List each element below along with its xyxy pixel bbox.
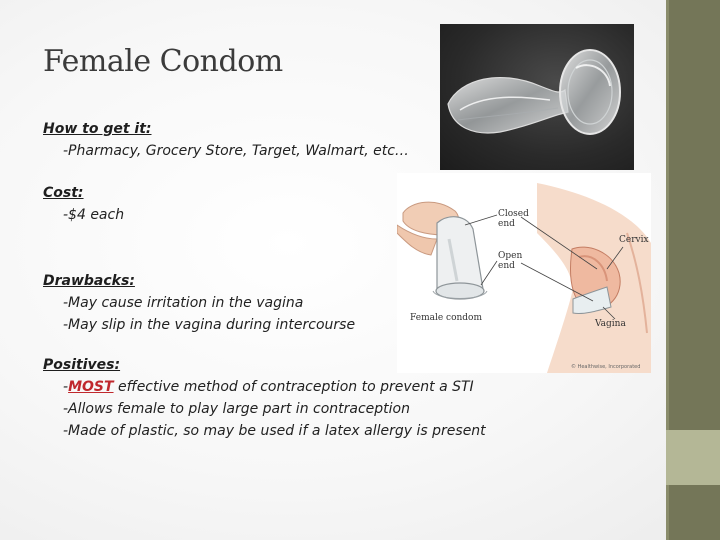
section-line: -May slip in the vagina during intercourse — [63, 317, 356, 333]
label-end: end — [498, 219, 515, 229]
slide-title: Female Condom — [43, 44, 283, 79]
section-heading: How to get it: — [43, 121, 152, 137]
condom-photo — [440, 24, 634, 170]
label-open-end — [498, 251, 522, 271]
section-heading: Positives: — [43, 357, 121, 373]
section-heading: Cost: — [43, 185, 84, 201]
emphasis-most: MOST — [68, 379, 114, 395]
anatomy-illustration — [397, 173, 651, 373]
label-closed: Closed — [498, 209, 529, 219]
section-drawbacks — [43, 270, 355, 336]
section-line: -$4 each — [63, 207, 125, 223]
label-female-condom: Female condom — [410, 313, 483, 323]
line-prefix: - — [63, 379, 69, 395]
label-cervix: Cervix — [619, 235, 649, 245]
image-credit: © Healthwise, Incorporated — [571, 364, 641, 370]
label-end: end — [498, 261, 515, 271]
section-heading: Drawbacks: — [43, 273, 135, 289]
sidebar-accent-band — [666, 430, 720, 485]
section-line: -May cause irritation in the vagina — [63, 295, 304, 311]
label-open: Open — [498, 251, 523, 261]
label-closed-end — [498, 209, 529, 229]
section-line-most — [43, 376, 486, 398]
section-how-to-get — [43, 118, 409, 162]
section-line: -Allows female to play large part in contraception — [63, 401, 410, 417]
section-line: -Pharmacy, Grocery Store, Target, Walmart, etc… — [63, 143, 409, 159]
label-vagina: Vagina — [595, 319, 626, 329]
condom-photo-illustration — [440, 24, 634, 170]
section-cost — [43, 182, 124, 226]
line-rest: effective method of contraception to prevent a STI — [113, 379, 474, 395]
decorative-sidebar — [666, 0, 720, 540]
anatomy-diagram — [397, 173, 651, 373]
section-line: -Made of plastic, so may be used if a latex allergy is present — [63, 423, 486, 439]
